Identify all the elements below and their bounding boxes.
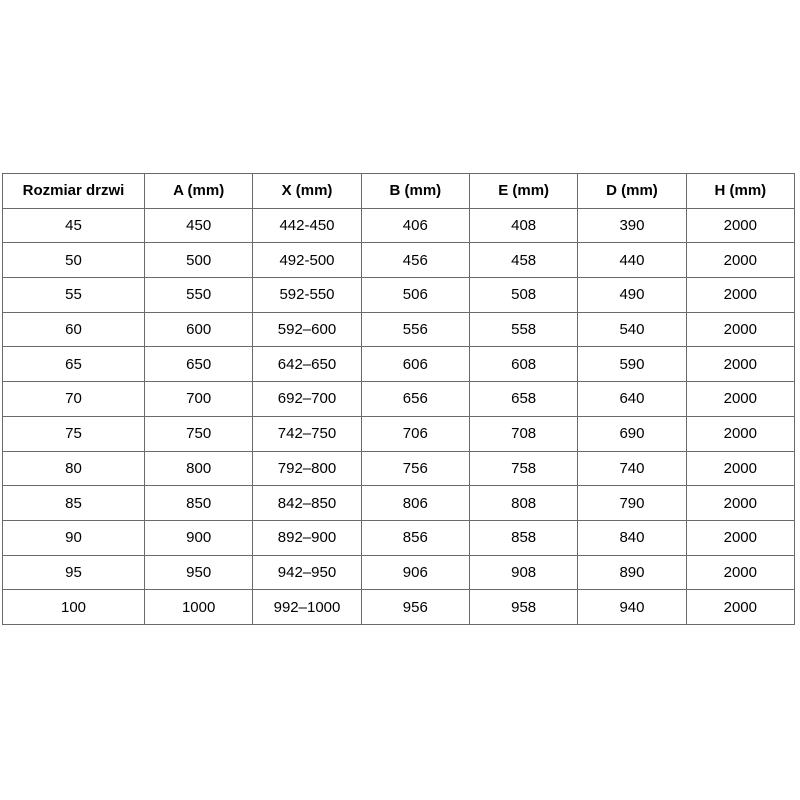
table-cell: 592-550 (253, 278, 361, 313)
table-cell: 850 (145, 486, 253, 521)
table-cell: 492-500 (253, 243, 361, 278)
table-cell: 2000 (686, 347, 794, 382)
table-cell: 458 (469, 243, 577, 278)
header-cell-h-mm: H (mm) (686, 174, 794, 209)
table-cell: 508 (469, 278, 577, 313)
table-row (3, 416, 795, 451)
table-cell: 506 (361, 278, 469, 313)
table-row (3, 486, 795, 521)
table-cell: 856 (361, 520, 469, 555)
table-cell: 2000 (686, 520, 794, 555)
table-cell: 790 (578, 486, 686, 521)
table-cell: 450 (145, 208, 253, 243)
table-cell: 992–1000 (253, 590, 361, 625)
table-cell: 892–900 (253, 520, 361, 555)
table-cell: 2000 (686, 312, 794, 347)
table-cell: 45 (3, 208, 145, 243)
table-cell: 2000 (686, 486, 794, 521)
door-size-table-container (2, 173, 795, 625)
table-cell: 656 (361, 382, 469, 417)
table-cell: 608 (469, 347, 577, 382)
table-cell: 592–600 (253, 312, 361, 347)
table-cell: 60 (3, 312, 145, 347)
table-cell: 808 (469, 486, 577, 521)
table-cell: 806 (361, 486, 469, 521)
table-cell: 908 (469, 555, 577, 590)
table-row (3, 555, 795, 590)
table-cell: 840 (578, 520, 686, 555)
table-cell: 100 (3, 590, 145, 625)
table-row (3, 312, 795, 347)
header-cell-a-mm: A (mm) (145, 174, 253, 209)
table-cell: 408 (469, 208, 577, 243)
door-size-table (2, 173, 795, 625)
table-row (3, 278, 795, 313)
table-cell: 390 (578, 208, 686, 243)
table-body (3, 208, 795, 624)
table-cell: 65 (3, 347, 145, 382)
table-cell: 75 (3, 416, 145, 451)
table-cell: 2000 (686, 590, 794, 625)
header-cell-rozmiar-drzwi: Rozmiar drzwi (3, 174, 145, 209)
table-cell: 792–800 (253, 451, 361, 486)
table-cell: 70 (3, 382, 145, 417)
table-cell: 85 (3, 486, 145, 521)
table-row (3, 520, 795, 555)
table-cell: 2000 (686, 555, 794, 590)
table-cell: 942–950 (253, 555, 361, 590)
table-cell: 740 (578, 451, 686, 486)
table-cell: 750 (145, 416, 253, 451)
table-cell: 756 (361, 451, 469, 486)
table-header-row (3, 174, 795, 209)
table-cell: 540 (578, 312, 686, 347)
table-cell: 556 (361, 312, 469, 347)
table-cell: 958 (469, 590, 577, 625)
table-cell: 706 (361, 416, 469, 451)
table-cell: 842–850 (253, 486, 361, 521)
table-cell: 758 (469, 451, 577, 486)
table-cell: 2000 (686, 382, 794, 417)
table-cell: 606 (361, 347, 469, 382)
table-cell: 558 (469, 312, 577, 347)
table-cell: 406 (361, 208, 469, 243)
table-cell: 490 (578, 278, 686, 313)
table-cell: 55 (3, 278, 145, 313)
table-row (3, 347, 795, 382)
table-row (3, 382, 795, 417)
table-cell: 440 (578, 243, 686, 278)
table-cell: 890 (578, 555, 686, 590)
table-cell: 442-450 (253, 208, 361, 243)
table-row (3, 208, 795, 243)
table-cell: 600 (145, 312, 253, 347)
table-cell: 692–700 (253, 382, 361, 417)
table-cell: 950 (145, 555, 253, 590)
table-cell: 858 (469, 520, 577, 555)
header-cell-x-mm: X (mm) (253, 174, 361, 209)
table-cell: 742–750 (253, 416, 361, 451)
table-cell: 2000 (686, 451, 794, 486)
table-cell: 700 (145, 382, 253, 417)
table-row (3, 243, 795, 278)
table-cell: 90 (3, 520, 145, 555)
table-cell: 2000 (686, 278, 794, 313)
table-cell: 690 (578, 416, 686, 451)
table-cell: 2000 (686, 416, 794, 451)
table-cell: 650 (145, 347, 253, 382)
table-cell: 2000 (686, 243, 794, 278)
table-cell: 550 (145, 278, 253, 313)
table-cell: 500 (145, 243, 253, 278)
table-cell: 456 (361, 243, 469, 278)
table-cell: 1000 (145, 590, 253, 625)
table-row (3, 451, 795, 486)
table-cell: 906 (361, 555, 469, 590)
table-cell: 590 (578, 347, 686, 382)
table-cell: 642–650 (253, 347, 361, 382)
table-row (3, 590, 795, 625)
header-cell-b-mm: B (mm) (361, 174, 469, 209)
table-cell: 80 (3, 451, 145, 486)
header-cell-e-mm: E (mm) (469, 174, 577, 209)
table-cell: 800 (145, 451, 253, 486)
header-cell-d-mm: D (mm) (578, 174, 686, 209)
table-cell: 640 (578, 382, 686, 417)
table-cell: 956 (361, 590, 469, 625)
table-cell: 2000 (686, 208, 794, 243)
table-cell: 708 (469, 416, 577, 451)
table-cell: 95 (3, 555, 145, 590)
table-cell: 900 (145, 520, 253, 555)
table-cell: 940 (578, 590, 686, 625)
table-cell: 50 (3, 243, 145, 278)
table-cell: 658 (469, 382, 577, 417)
